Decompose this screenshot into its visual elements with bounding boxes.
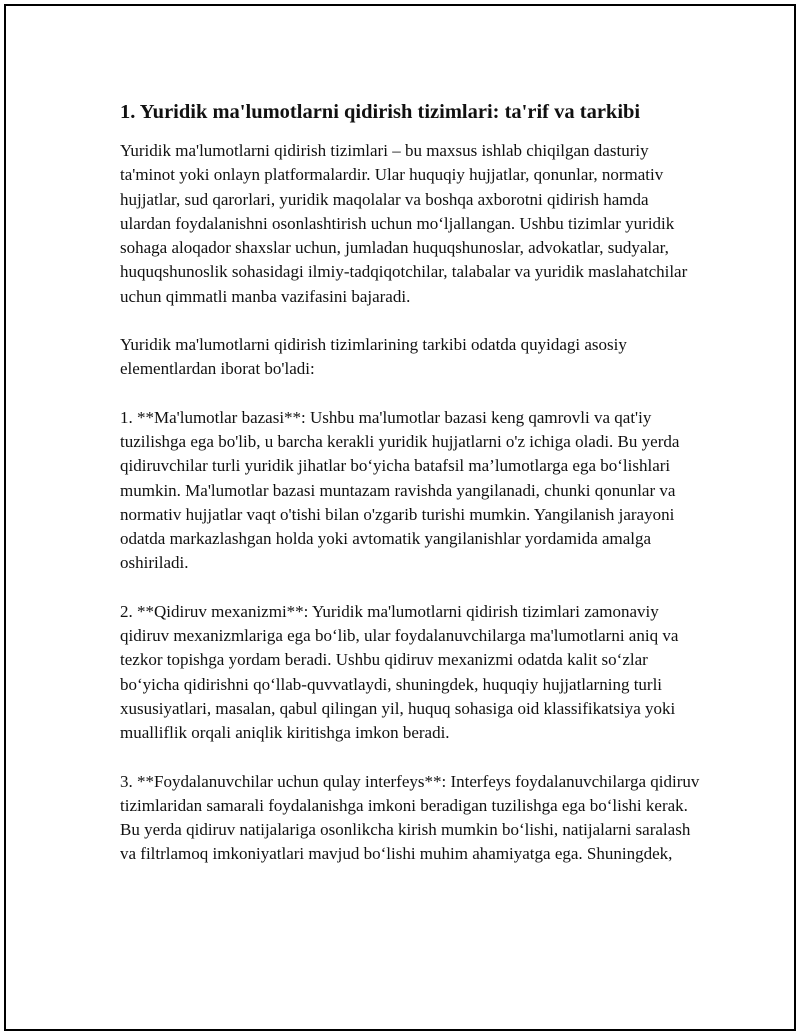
- paragraph-search-engine: 2. **Qidiruv mexanizmi**: Yuridik ma'lumotlarni qidirish tizimlari zamonaviy qidiruv mexanizmlariga ega bo‘lib, ular foydalanuvchilarga ma'lumotlarni aniq va tezkor topishga yordam beradi. Ushbu qidiruv mexanizmi odatda kalit so‘zlar bo‘yicha qidirishni qo‘llab-quvvatlaydi, shuningdek, huquqiy hujjatlarning turli xususiyatlari, masalan, qabul qilingan yil, huquq sohasiga oid klassifikatsiya yoki mualliflik orqali aniqlik kiritishga imkon beradi.: [120, 601, 679, 743]
- paragraph-composition-intro: Yuridik ma'lumotlarni qidirish tizimlarining tarkibi odatda quyidagi asosiy elementlardan iborat bo'ladi:: [120, 335, 627, 379]
- paragraph-definition: Yuridik ma'lumotlarni qidirish tizimlari – bu maxsus ishlab chiqilgan dasturiy ta'minot yoki onlayn platformalardir. Ular huquqiy hujjatlar, qonunlar, normativ hujjatlar, sud qarorlari, yuridik maqolalar va boshqa axborotni qidirish hamda ulardan foydalanishni osonlashtirish uchun mo‘ljallangan. Ushbu tizimlar yuridik sohaga aloqador shaxslar uchun, jumladan huquqshunoslar, advokatlar, sudyalar, huquqshunoslik sohasidagi ilmiy-tadqiqotchilar, talabalar va yuridik maslahatchilar uchun qimmatli manba vazifasini bajaradi.: [120, 141, 688, 306]
- document-page: [4, 4, 796, 1031]
- document-content: [120, 97, 700, 867]
- paragraph-user-interface: 3. **Foydalanuvchilar uchun qulay interfeys**: Interfeys foydalanuvchilarga qidiruv tizimlaridan samarali foydalanishga imkoni beradigan tuzilishga ega bo‘lishi kerak. Bu yerda qidiruv natijalariga osonlikcha kirish mumkin bo‘lishi, natijalarni saralash va filtrlamoq imkoniyatlari mavjud bo‘lishi muhim ahamiyatga ega. Shuningdek,: [120, 771, 700, 864]
- paragraph-database: 1. **Ma'lumotlar bazasi**: Ushbu ma'lumotlar bazasi keng qamrovli va qat'iy tuzilishga ega bo'lib, u barcha kerakli yuridik hujjatlarni o'z ichiga oladi. Bu yerda qidiruvchilar turli yuridik jihatlar bo‘yicha batafsil ma’lumotlarga ega bo‘lishlari mumkin. Ma'lumotlar bazasi muntazam ravishda yangilanadi, chunki qonunlar va normativ hujjatlar vaqt o'tishi bilan o'zgarib turishi mumkin. Yangilanish jarayoni odatda markazlashgan holda yoki avtomatik yangilanishlar yordamida amalga oshiriladi.: [120, 407, 680, 573]
- document-title: 1. Yuridik ma'lumotlarni qidirish tizimlari: ta'rif va tarkibi: [120, 101, 641, 123]
